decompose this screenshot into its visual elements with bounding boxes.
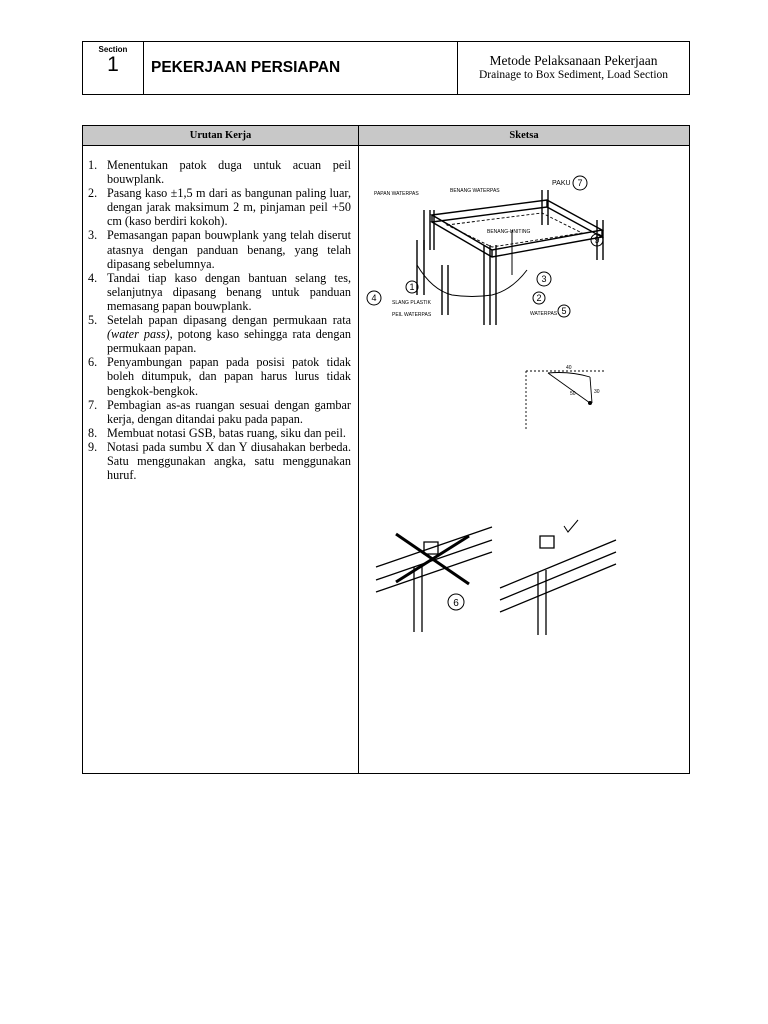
step-text: Notasi pada sumbu X dan Y diusahakan berbeda. Satu menggunakan angka, satu menggunakan huruf. (107, 439, 351, 483)
step-number: 6. (88, 355, 98, 370)
step-number: 5. (88, 313, 98, 328)
marker-7: 7 (577, 178, 583, 188)
label-benang-waterpas: BENANG WATERPAS (450, 188, 500, 194)
step-text: Membuat notasi GSB, batas ruang, siku dan peil. (107, 425, 346, 440)
list-item (83, 398, 351, 426)
marker-9: 9 (594, 235, 600, 245)
step-text: Pembagian as-as ruangan sesuai dengan gambar kerja, dengan ditandai paku pada papan. (107, 397, 351, 426)
column-divider (358, 126, 359, 773)
label-peil-waterpas: PEIL WATERPAS (392, 312, 432, 318)
list-item (83, 271, 351, 313)
label-50: 50 (570, 391, 576, 397)
step-number: 1. (88, 158, 98, 172)
marker-3: 3 (541, 274, 547, 284)
bouwplank-drawing (362, 170, 612, 335)
marker-6: 6 (453, 598, 459, 609)
list-item (83, 186, 351, 228)
marker-1: 1 (409, 282, 415, 292)
list-item (83, 313, 351, 355)
list-item (83, 355, 351, 397)
column-header-urutan-kerja: Urutan Kerja (83, 126, 359, 146)
step-number: 8. (88, 425, 98, 440)
label-40: 40 (566, 365, 572, 371)
marker-5: 5 (561, 306, 567, 316)
correct-joint-drawing (498, 518, 620, 636)
list-item (83, 426, 351, 440)
label-slang-plastik: SLANG PLASTIK (392, 300, 431, 306)
sketch-bouwplank (362, 170, 612, 335)
sketch-sambungan-salah (374, 522, 496, 634)
method-title: Metode Pelaksanaan Pekerjaan (489, 53, 658, 68)
step-text: Tandai tiap kaso dengan bantuan selang tes, selanjutnya dipasang benang untuk panduan memasang papan bouwplank. (107, 270, 351, 313)
siku-drawing (520, 363, 612, 435)
page-title: PEKERJAAN PERSIAPAN (144, 42, 458, 94)
list-item (83, 228, 351, 270)
label-waterpas: WATERPAS (530, 311, 558, 317)
sketch-siku (520, 363, 612, 435)
marker-4: 4 (371, 293, 377, 303)
list-item (83, 440, 351, 482)
label-papan-waterpas: PAPAN WATERPAS (374, 191, 419, 197)
step-number: 9. (88, 439, 98, 454)
step-text: Pemasangan papan bouwplank yang telah diserut atasnya dengan panduan benang, yang telah dipasang sebelumnya. (107, 228, 351, 271)
wrong-joint-drawing (374, 522, 496, 634)
section-label: Section (98, 45, 128, 54)
step-text-italic: (water pass) (107, 327, 170, 342)
list-item (83, 158, 351, 186)
document-header (82, 41, 690, 95)
sketch-sambungan-benar (498, 518, 620, 636)
label-benang-uniting: BENANG-UNITING (487, 229, 531, 235)
step-text: Penyambungan papan pada posisi patok tidak boleh ditumpuk, dan papan harus lurus tidak bengkok-bengkok. (107, 355, 351, 398)
step-text: Pasang kaso ±1,5 m dari as bangunan paling luar, dengan jarak maksimum 2 m, pinjaman peil +50 cm (kaso berdiri kokoh). (107, 186, 351, 229)
marker-2: 2 (536, 293, 542, 303)
project-name: Drainage to Box Sediment, Load Section (478, 69, 669, 81)
method-box (458, 42, 689, 94)
step-text: Menentukan patok duga untuk acuan peil bouwplank. (107, 158, 351, 187)
label-30: 30 (594, 389, 600, 395)
step-number: 4. (88, 270, 98, 285)
label-paku: PAKU (552, 180, 571, 187)
column-header-sketsa: Sketsa (359, 126, 689, 146)
step-text: , potong kaso sehingga rata dengan permukaan papan. (107, 327, 351, 356)
step-number: 3. (88, 228, 98, 243)
work-steps-list (83, 158, 351, 482)
step-number: 7. (88, 397, 98, 412)
section-box (83, 42, 144, 94)
step-text: Setelah papan dipasang dengan permukaan rata (107, 313, 351, 328)
section-number: 1 (107, 53, 119, 76)
step-number: 2. (88, 186, 98, 201)
